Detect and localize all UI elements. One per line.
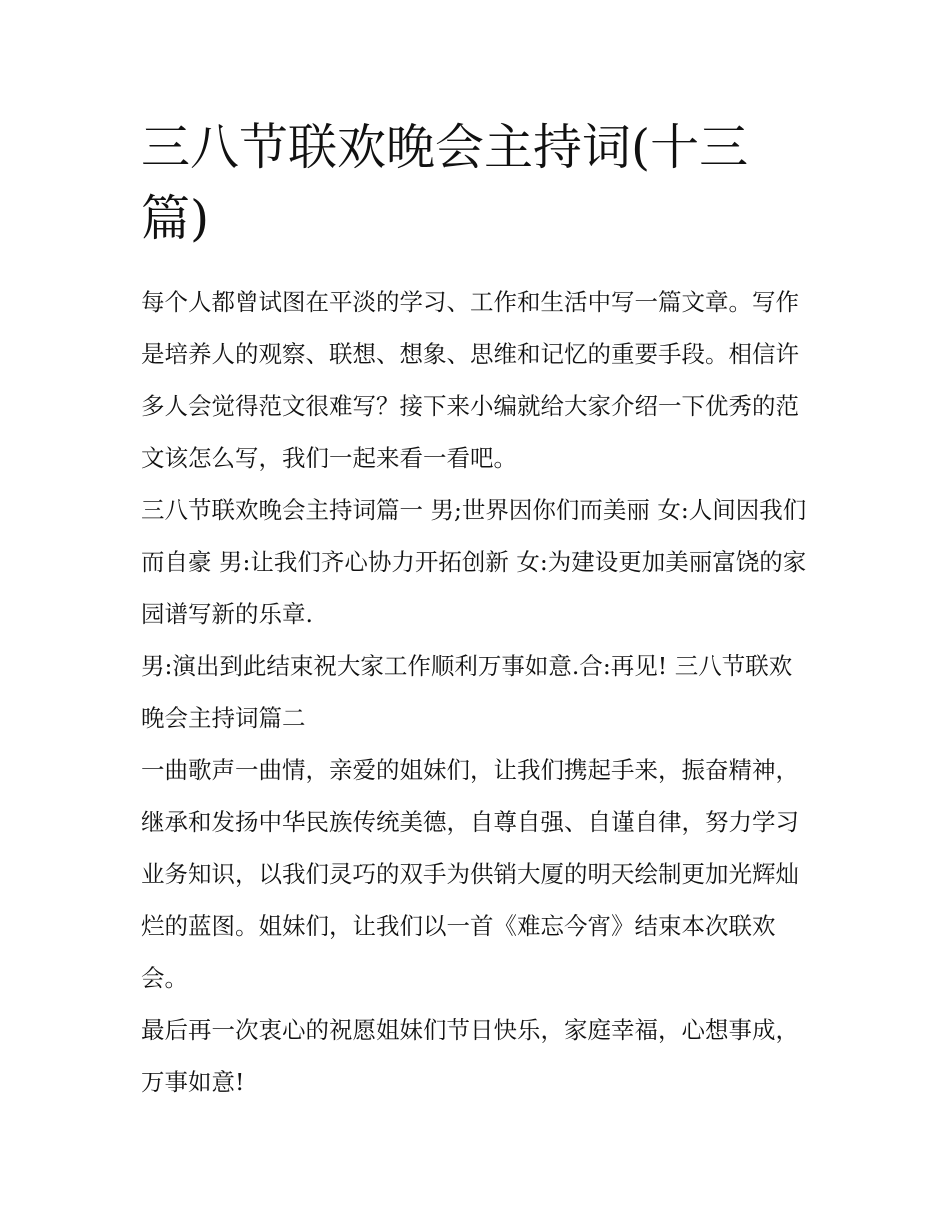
paragraph-final-wishes: 最后再一次衷心的祝愿姐妹们节日快乐，家庭幸福，心想事成，万事如意!	[141, 1016, 799, 1096]
paragraph-opening-dialogue: 三八节联欢晚会主持词篇一 男;世界因你们而美丽 女:人间因我们而自豪 男:让我们齐心协力开拓创新 女:为建设更加美丽富饶的家园谱写新的乐章.	[141, 496, 807, 628]
paragraph-intro: 每个人都曾试图在平淡的学习、工作和生活中写一篇文章。写作是培养人的观察、联想、想象、思维和记忆的重要手段。相信许多人会觉得范文很难写？接下来小编就给大家介绍一下优秀的范文该怎么写，我们一起来看一看吧。	[141, 288, 799, 472]
paragraph-closing-dialogue: 男:演出到此结束祝大家工作顺利万事如意.合:再见! 三八节联欢晚会主持词篇二	[141, 652, 793, 732]
document-content	[141, 112, 821, 1108]
document-title: 三八节联欢晚会主持词(十三篇)	[141, 119, 749, 247]
paragraph-speech: 一曲歌声一曲情，亲爱的姐妹们，让我们携起手来，振奋精神，继承和发扬中华民族传统美德，自尊自强、自谨自律，努力学习业务知识，以我们灵巧的双手为供销大厦的明天绘制更加光辉灿烂的蓝图。姐妹们，让我们以一首《难忘今宵》结束本次联欢会。	[141, 756, 799, 992]
document-body	[141, 276, 821, 1108]
